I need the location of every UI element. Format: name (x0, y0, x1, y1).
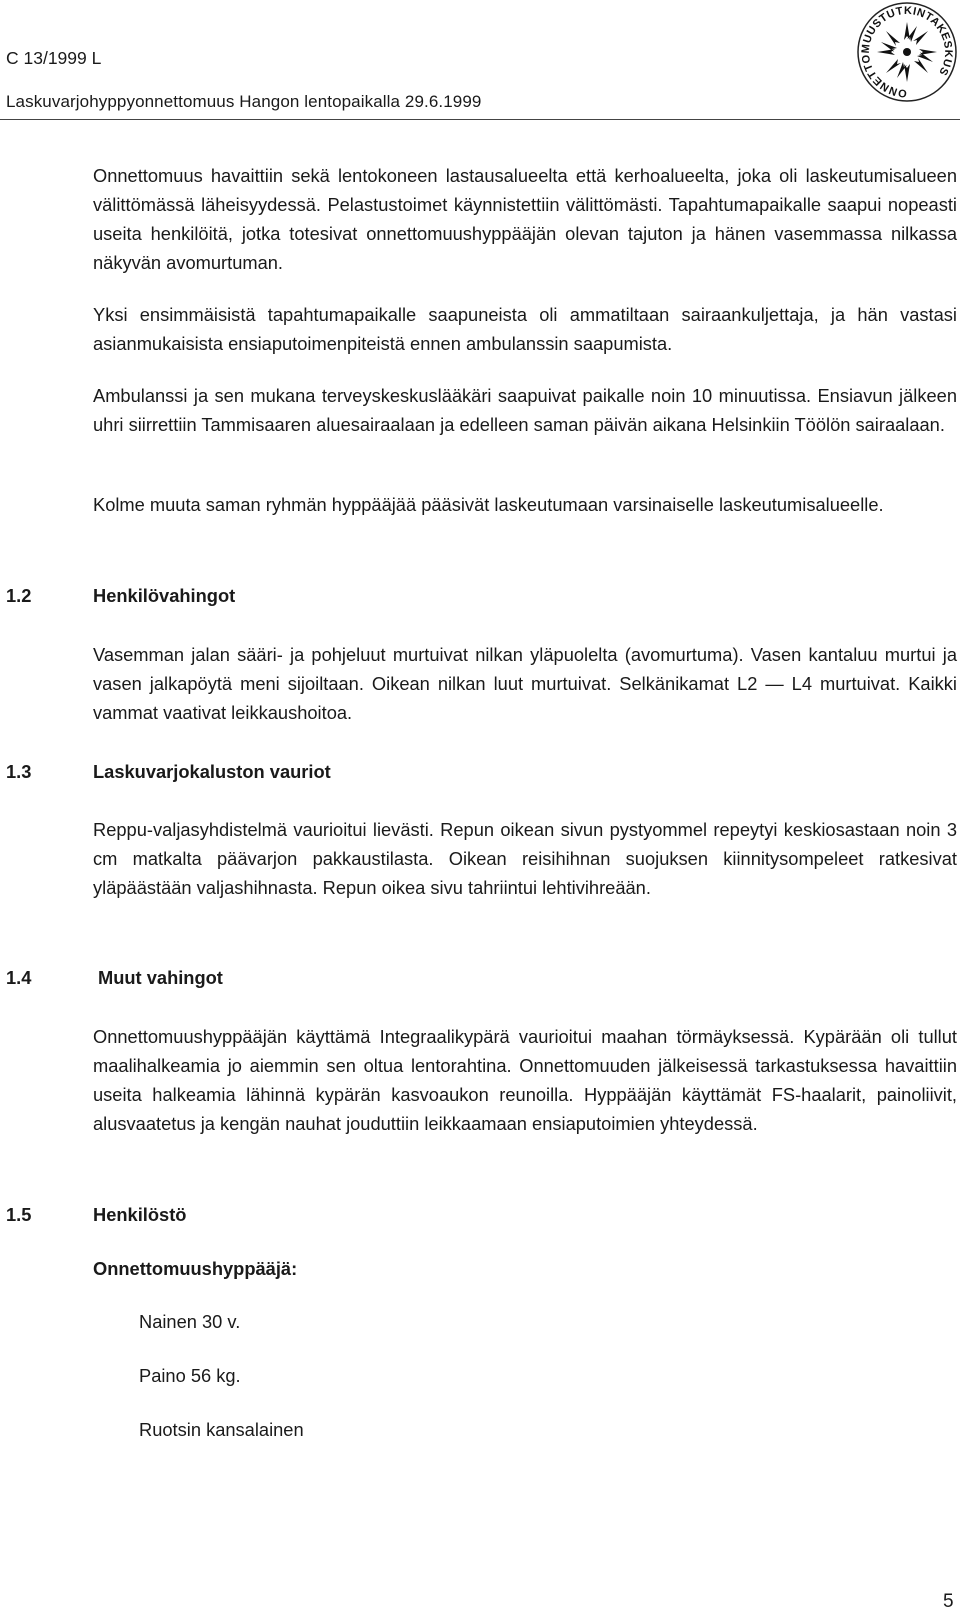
document-title: Laskuvarjohyppyonnettomuus Hangon lentopaikalla 29.6.1999 (6, 92, 482, 111)
section-title: Henkilöstö (93, 1204, 187, 1225)
paragraph-ambulance: Ambulanssi ja sen mukana terveyskeskuslääkäri saapuivat paikalle noin 10 minuutissa. Ensiavun jälkeen uhri siirrettiin Tammisaaren aluesairaalaan ja edelleen saman päivän aikana Helsinkiin Töölön sairaalaan. (93, 385, 957, 435)
paragraph-discovery: Onnettomuus havaittiin sekä lentokoneen lastausalueelta että kerhoalueelta, joka oli laskeutumisalueen välittömässä läheisyydessä. Pelastustoimet käynnistettiin välittömästi. Tapahtumapaikalle saapui nopeasti useita henkilöitä, jotka totesivat onnettomuushyppääjän olevan tajuton ja hänen vasemmassa nilkassa näkyvän avomurtuman. (93, 165, 957, 273)
section-number: 1.4 (6, 967, 32, 988)
paragraph-first-aid: Yksi ensimmäisistä tapahtumapaikalle saapuneista oli ammatiltaan sairaankuljettaja, ja hän vastasi asianmukaisista ensiaputoimenpiteistä ennen ambulanssin saapumista. (93, 304, 957, 354)
section-number: 1.2 (6, 585, 32, 606)
personnel-detail-nationality: Ruotsin kansalainen (139, 1419, 304, 1440)
investigation-centre-seal-icon (855, 0, 960, 105)
paragraph-other-jumpers: Kolme muuta saman ryhmän hyppääjää pääsivät laskeutumaan varsinaiselle laskeutumisalueelle. (93, 494, 884, 515)
page-header (0, 0, 960, 118)
section-title: Laskuvarjokaluston vauriot (93, 761, 331, 782)
paragraph-equipment-damage: Reppu-valjasyhdistelmä vaurioitui lievästi. Repun oikean sivun pystyommel repeytyi keskiosastaan noin 3 cm matkalta päävarjon pakkaustilasta. Oikean reisihihnan suojuksen kiinnitysompeleet ratkesivat yläpäästään valjashihnasta. Repun oikea sivu tahriintui lehtivihreään. (93, 819, 957, 898)
personnel-detail-weight: Paino 56 kg. (139, 1365, 241, 1386)
paragraph-injuries: Vasemman jalan sääri- ja pohjeluut murtuivat nilkan yläpuolelta (avomurtuma). Vasen kantaluu murtui ja vasen jalkapöytä meni sijoiltaan. Oikean nilkan luut murtuivat. Selkänikamat L2 — L4 murtuivat. Kaikki vammat vaativat leikkaushoitoa. (93, 644, 957, 723)
paragraph-other-damage: Onnettomuushyppääjän käyttämä Integraalikypärä vaurioitui maahan törmäyksessä. Kypärään oli tullut maalihalkeamia jo aiemmin sen oltua lentorahtina. Onnettomuuden jälkeisessä tarkastuksessa havaittiin useita halkeamia lähinnä kypärän kasvoaukon reunoilla. Hyppääjän käyttämät FS-haalarit, painoliivit, alusvaatetus ja kengän nauhat jouduttiin leikkaamaan ensiaputoimien yhteydessä. (93, 1026, 957, 1134)
personnel-subheading: Onnettomuushyppääjä: (93, 1258, 298, 1279)
seal-text: ONNETTOMUUSTUTKINTAKESKUS (859, 4, 955, 100)
header-divider (0, 119, 960, 120)
page-number: 5 (943, 1591, 954, 1612)
document-code: C 13/1999 L (6, 48, 102, 68)
section-title: Henkilövahingot (93, 585, 236, 606)
section-number: 1.5 (6, 1204, 32, 1225)
personnel-detail-gender-age: Nainen 30 v. (139, 1311, 241, 1332)
section-title: Muut vahingot (98, 967, 223, 988)
section-number: 1.3 (6, 761, 32, 782)
